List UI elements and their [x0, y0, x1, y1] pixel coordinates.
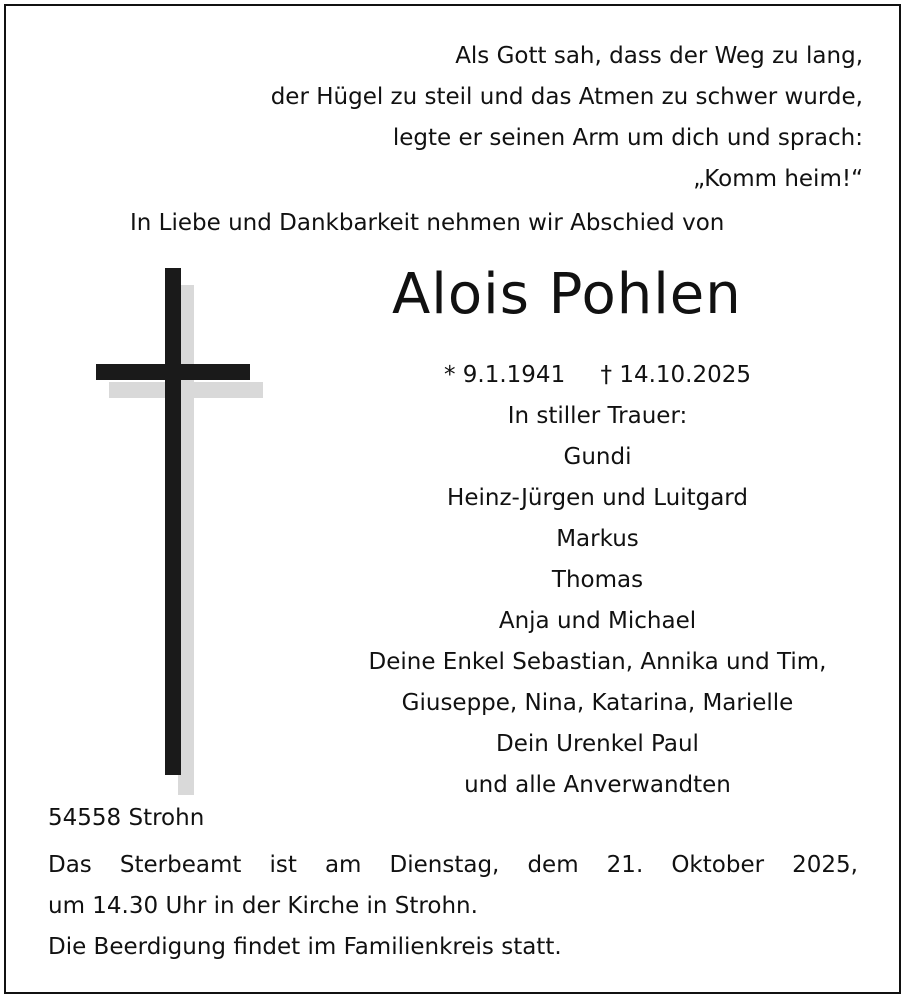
cross-shadow-horizontal [109, 382, 263, 398]
service-word: Oktober [671, 852, 765, 878]
mourner-line: Markus [556, 526, 639, 552]
mourner-line: Thomas [551, 567, 644, 593]
service-word: am [324, 852, 362, 878]
service-word: 21. [606, 852, 644, 878]
poem-line: der Hügel zu steil und das Atmen zu schwer wurde, [270, 84, 863, 110]
poem-line: „Komm heim!“ [693, 166, 863, 192]
deceased-name: Alois Pohlen [392, 262, 742, 327]
service-line-3: Die Beerdigung findet im Familienkreis statt. [48, 934, 562, 960]
service-word: 2025, [792, 852, 858, 878]
mourner-line: Deine Enkel Sebastian, Annika und Tim, [368, 649, 827, 675]
mourning-block [300, 355, 895, 806]
poem-line: legte er seinen Arm um dich und sprach: [392, 125, 863, 151]
mourning-heading: In stiller Trauer: [507, 403, 688, 429]
mourner-line: Gundi [563, 444, 632, 470]
life-dates [300, 355, 895, 396]
service-word: Sterbeamt [119, 852, 242, 878]
mourner-line: Giuseppe, Nina, Katarina, Marielle [401, 690, 794, 716]
service-line-1 [48, 845, 858, 886]
service-line-2: um 14.30 Uhr in der Kirche in Strohn. [48, 893, 478, 919]
service-info [48, 845, 858, 968]
mourner-line: Anja und Michael [498, 608, 697, 634]
poem-line: Als Gott sah, dass der Weg zu lang, [455, 43, 863, 69]
mourner-line: Heinz-Jürgen und Luitgard [447, 485, 748, 511]
family-address: 54558 Strohn [48, 805, 205, 831]
service-word: dem [527, 852, 579, 878]
cross-horizontal-beam [96, 364, 250, 380]
death-date: † 14.10.2025 [600, 362, 752, 388]
service-word: Dienstag, [389, 852, 500, 878]
intro-text: In Liebe und Dankbarkeit nehmen wir Abschied von [130, 210, 725, 236]
poem [271, 36, 863, 200]
service-word: Das [48, 852, 92, 878]
cross-vertical-beam [165, 268, 181, 775]
mourner-line: und alle Anverwandten [464, 772, 731, 798]
service-word: ist [269, 852, 297, 878]
birth-date: * 9.1.1941 [443, 362, 566, 388]
mourner-line: Dein Urenkel Paul [496, 731, 699, 757]
